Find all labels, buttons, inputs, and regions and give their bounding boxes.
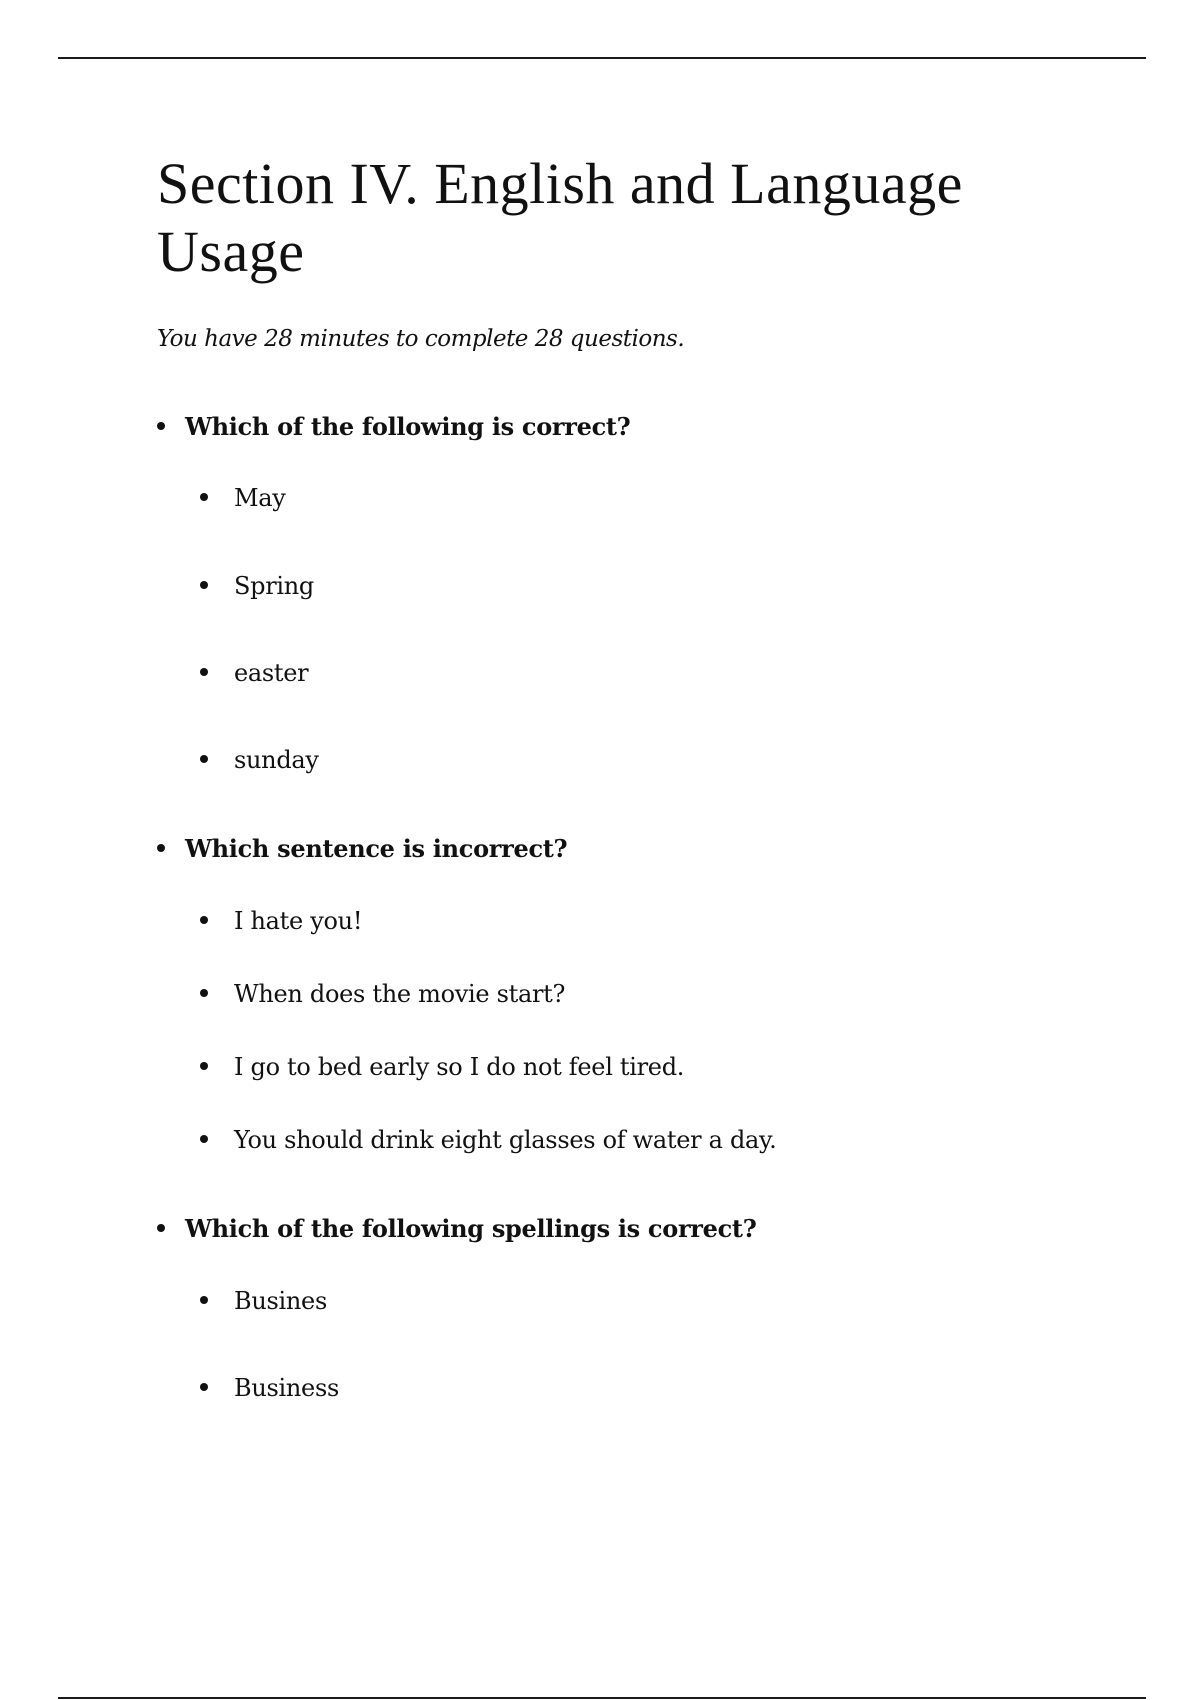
option-label: May: [234, 484, 286, 512]
question-2-option-4[interactable]: [200, 1126, 776, 1154]
question-3-text: Which of the following spellings is correct?: [185, 1214, 757, 1243]
option-label: When does the movie start?: [234, 980, 566, 1008]
option-label: Busines: [234, 1287, 327, 1315]
option-label: Spring: [234, 572, 314, 600]
bullet-icon: [157, 422, 165, 430]
bullet-icon: [200, 493, 208, 501]
bullet-icon: [200, 989, 208, 997]
page-content: [157, 150, 1117, 1402]
question-2: [157, 834, 567, 863]
top-rule: [58, 57, 1146, 59]
option-label: Business: [234, 1374, 339, 1402]
intro-text: You have 28 minutes to complete 28 questions.: [157, 326, 685, 352]
option-label: sunday: [234, 746, 319, 774]
question-2-text: Which sentence is incorrect?: [185, 834, 568, 863]
question-1-option-1[interactable]: [200, 484, 286, 512]
question-1-text: Which of the following is correct?: [185, 412, 631, 441]
question-1: [157, 412, 630, 441]
bullet-icon: [200, 916, 208, 924]
question-1-option-2[interactable]: [200, 572, 314, 600]
bullet-icon: [200, 1135, 208, 1143]
question-2-option-1[interactable]: [200, 907, 362, 935]
bottom-rule: [58, 1697, 1146, 1699]
section-title: Section IV. English and Language Usage: [157, 151, 963, 284]
question-1-option-4[interactable]: [200, 746, 319, 774]
question-3-option-1[interactable]: [200, 1287, 327, 1315]
question-3: [157, 1214, 756, 1243]
bullet-icon: [200, 581, 208, 589]
option-label: You should drink eight glasses of water a day.: [234, 1126, 777, 1154]
bullet-icon: [200, 668, 208, 676]
bullet-icon: [157, 844, 165, 852]
question-2-option-2[interactable]: [200, 980, 565, 1008]
question-1-option-3[interactable]: [200, 659, 308, 687]
bullet-icon: [200, 755, 208, 763]
bullet-icon: [200, 1062, 208, 1070]
question-3-option-2[interactable]: [200, 1374, 339, 1402]
bullet-icon: [157, 1224, 165, 1232]
question-2-option-3[interactable]: [200, 1053, 684, 1081]
bullet-icon: [200, 1383, 208, 1391]
option-label: I hate you!: [234, 907, 363, 935]
option-label: easter: [234, 659, 309, 687]
option-label: I go to bed early so I do not feel tired.: [234, 1053, 685, 1081]
bullet-icon: [200, 1296, 208, 1304]
